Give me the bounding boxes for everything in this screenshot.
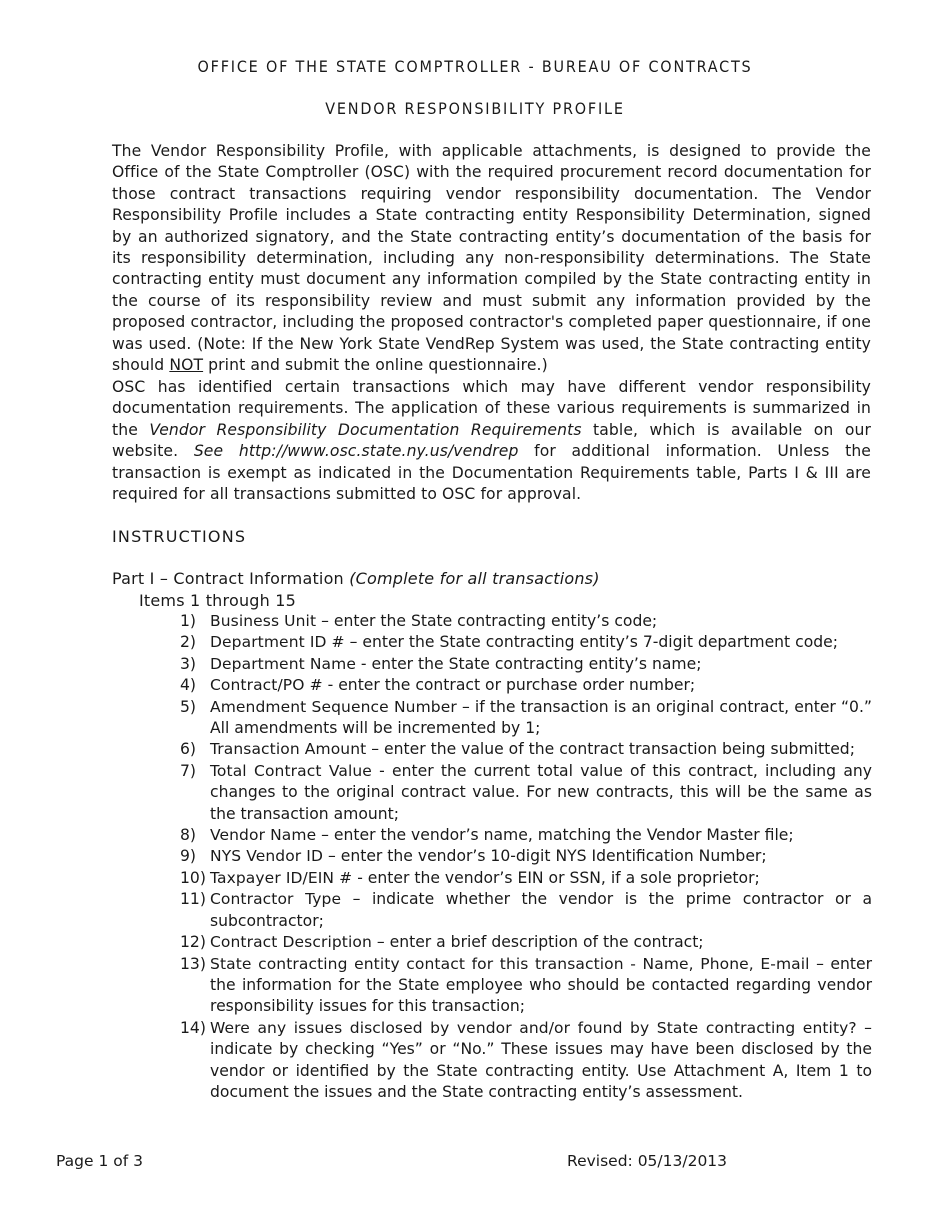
intro-text-2c: for additional information. Unless the transaction is exempt as indicated in the Documentation Requirements table, Parts I & III are required for all transactions submitted to OSC for approval. [112, 442, 871, 504]
item-label: Transaction Amount [210, 740, 367, 759]
item-label: Business Unit [210, 612, 317, 630]
instruction-item [180, 611, 872, 632]
item-description: - enter the current total value of this contract, including any changes to the original contract value. For new contracts, this will be the same as the transaction amount; [210, 761, 872, 823]
item-number: 7) [180, 761, 197, 780]
instruction-item [180, 739, 872, 760]
item-label: Taxpayer ID/EIN # [210, 868, 353, 887]
item-description: – enter the vendor’s 10-digit NYS Identification Number; [323, 847, 767, 866]
item-number: 13) [180, 954, 206, 973]
item-description: - enter the vendor’s EIN or SSN, if a sole proprietor; [352, 868, 760, 887]
revised-date: Revised: 05/13/2013 [567, 1152, 728, 1170]
instructions-heading: INSTRUCTIONS [112, 527, 247, 546]
item-number: 1) [180, 612, 197, 630]
item-description: – enter the value of the contract transaction being submitted; [366, 740, 855, 759]
item-description: – if the transaction is an original contract, enter “0.” All amendments will be incremented by 1; [210, 697, 872, 738]
intro-paragraph-1 [112, 141, 871, 376]
item-label: State contracting entity contact for this transaction - Name, Phone, E-mail [210, 954, 810, 973]
part1-title: Part I – Contract Information [112, 569, 350, 588]
item-number: 14) [180, 1018, 206, 1037]
items-range-heading: Items 1 through 15 [139, 591, 297, 610]
item-label: Were any issues disclosed by vendor and/or found by State contracting entity? [210, 1018, 857, 1037]
item-label: Amendment Sequence Number [210, 697, 457, 716]
instruction-item [180, 675, 872, 696]
item-number: 9) [180, 847, 197, 866]
item-label: Total Contract Value [210, 761, 372, 780]
item-description: – enter the State contracting entity’s 7-digit department code; [344, 633, 838, 652]
item-description: – enter the State contracting entity’s code; [316, 612, 658, 630]
instruction-item [180, 1018, 872, 1104]
form-title: VENDOR RESPONSIBILITY PROFILE [325, 99, 625, 118]
not-emphasis: NOT [169, 356, 204, 375]
item-label: Department ID # [210, 633, 345, 652]
intro-text-1-end: print and submit the online questionnaire.) [203, 356, 548, 375]
intro-text-1: The Vendor Responsibility Profile, with applicable attachments, is designed to provide the Office of the State Comptroller (OSC) with the required procurement record documentation for those contract transactions requiring vendor responsibility documentation. The Vendor Responsibility Profile includes a State contracting entity Responsibility Determination, signed by an authorized signatory, and the State contracting entity’s documentation of the basis for its responsibility determination, including any non-responsibility determinations. The State contracting entity must document any information compiled by the State contracting entity in the course of its responsibility review and must submit any information provided by the proposed contractor, including the proposed contractor's completed paper questionnaire, if one was used. (Note: If the New York State VendRep System was used, the State contracting entity should [112, 142, 871, 375]
item-label: Contract Description [210, 933, 372, 952]
item-label: Contract/PO # [210, 676, 323, 695]
item-number: 4) [180, 676, 197, 695]
instruction-item [180, 632, 872, 653]
item-description: – enter the vendor’s name, matching the Vendor Master file; [316, 826, 794, 845]
instruction-item [180, 825, 872, 846]
item-description: – indicate by checking “Yes” or “No.” These issues may have been disclosed by the vendor or identified by the State contracting entity. Use Attachment A, Item 1 to document the issues and the State contracting entity’s assessment. [210, 1018, 872, 1101]
item-description: – indicate whether the vendor is the prime contractor or a subcontractor; [210, 890, 872, 930]
intro-text-2b: table, which is available on our website. [112, 420, 871, 461]
instruction-item [180, 697, 872, 740]
item-label: Contractor Type [210, 890, 342, 909]
item-label: NYS Vendor ID [210, 847, 324, 866]
item-description: - enter the contract or purchase order number; [322, 676, 696, 695]
instruction-item [180, 889, 872, 932]
item-number: 10) [180, 868, 206, 887]
item-number: 11) [180, 890, 206, 909]
part1-note: (Complete for all transactions) [349, 569, 600, 588]
office-title: OFFICE OF THE STATE COMPTROLLER - BUREAU OF CONTRACTS [197, 57, 753, 76]
instruction-item [180, 654, 872, 675]
item-description: – enter the information for the State employee who should be contacted regarding vendor responsibility issues for this transaction; [210, 954, 872, 1016]
instruction-items-list [180, 611, 872, 1103]
item-number: 6) [180, 740, 197, 759]
instruction-item [180, 954, 872, 1018]
item-number: 2) [180, 633, 197, 652]
instruction-item [180, 846, 872, 867]
instruction-item [180, 932, 872, 953]
item-number: 3) [180, 654, 197, 673]
part1-heading [112, 569, 600, 588]
website-reference: See http://www.osc.state.ny.us/vendrep [193, 442, 519, 461]
item-number: 5) [180, 697, 197, 716]
item-label: Vendor Name [210, 826, 317, 845]
intro-paragraph-2 [112, 377, 871, 505]
instruction-item [180, 868, 872, 889]
page-number: Page 1 of 3 [56, 1152, 143, 1170]
item-number: 12) [180, 933, 206, 952]
requirements-table-name: Vendor Responsibility Documentation Requirements [149, 420, 582, 439]
item-label: Department Name [210, 654, 356, 673]
instruction-item [180, 761, 872, 825]
intro-text-2a: OSC has identified certain transactions which may have different vendor responsibility documentation requirements. The application of these various requirements is summarized in the [112, 378, 871, 439]
item-description: - enter the State contracting entity’s name; [355, 654, 702, 673]
item-description: – enter a brief description of the contract; [371, 933, 704, 952]
item-number: 8) [180, 826, 197, 845]
